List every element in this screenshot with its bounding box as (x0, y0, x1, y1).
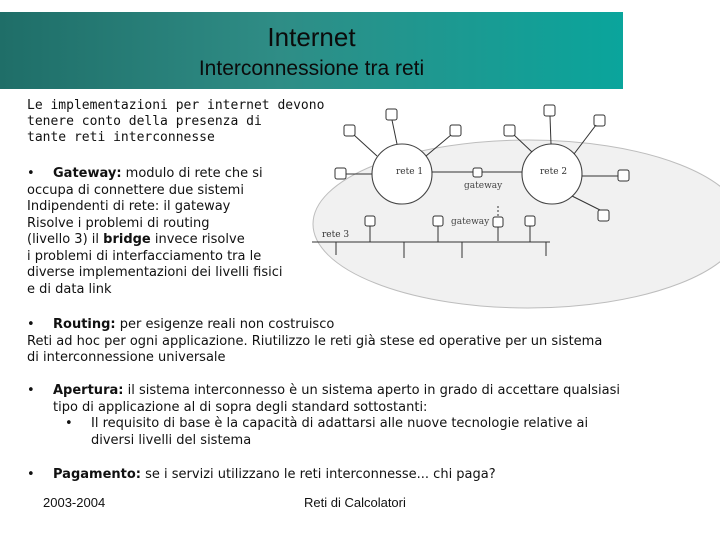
gateway-paragraph (27, 166, 327, 298)
bullet: • (27, 467, 35, 482)
sub-bullet: • (65, 416, 73, 431)
pagamento-paragraph (27, 467, 707, 484)
gateway-line: Indipendenti di rete: il gateway (27, 199, 231, 214)
apertura-text: il sistema interconnesso è un sistema aperto in grado di accettare qualsiasi (123, 383, 620, 398)
pagamento-line (27, 467, 707, 484)
intro-line: tenere conto della presenza di (27, 114, 262, 129)
pagamento-term: Pagamento: (53, 467, 141, 482)
bridge-term: bridge (103, 232, 151, 247)
apertura-line: tipo di applicazione al di sopra degli standard sottostanti: (53, 399, 428, 415)
apertura-line (27, 383, 707, 400)
routing-paragraph (27, 317, 707, 367)
footer-year: 2003-2004 (43, 495, 106, 510)
routing-line: Reti ad hoc per ogni applicazione. Riutilizzo le reti già stese ed operative per un sistema (27, 333, 603, 349)
rete2-label: rete 2 (540, 167, 568, 177)
routing-term: Routing: (53, 317, 116, 332)
rete1-label: rete 1 (396, 167, 424, 177)
gateway-line: Risolve i problemi di routing (27, 215, 210, 231)
routing-text: per esigenze reali non costruisco (115, 317, 335, 332)
gateway-text: invece risolve (150, 232, 245, 247)
gateway-label-bottom: gateway (451, 217, 490, 227)
apertura-sub-line (27, 416, 707, 433)
footer-course: Reti di Calcolatori (304, 495, 406, 510)
routing-line (27, 317, 707, 334)
routing-line: di interconnessione universale (27, 350, 226, 365)
gateway-line (27, 166, 327, 183)
slide-title: Internet (267, 22, 356, 52)
pagamento-text: se i servizi utilizzano le reti interconnesse... chi paga? (141, 467, 496, 482)
gateway-box-top (473, 168, 482, 177)
bullet: • (27, 383, 35, 398)
bullet: • (27, 166, 35, 181)
gateway-line: i problemi di interfacciamento tra le (27, 248, 262, 264)
gateway-text: modulo di rete che si (121, 166, 263, 181)
intro-line: Le implementazioni per internet devono (27, 98, 325, 113)
bullet: • (27, 317, 35, 332)
network-diagram (300, 100, 720, 310)
gateway-line: occupa di connettere due sistemi (27, 182, 244, 198)
slide-subtitle: Interconnessione tra reti (198, 57, 425, 80)
rete3-label: rete 3 (322, 230, 350, 240)
gateway-line: e di data link (27, 281, 112, 297)
gateway-line (27, 232, 327, 249)
apertura-term: Apertura: (53, 383, 124, 398)
gateway-term: Gateway: (53, 166, 122, 181)
intro-line: tante reti interconnesse (27, 130, 215, 145)
apertura-sub-text: Il requisito di base è la capacità di adattarsi alle nuove tecnologie relative ai (91, 416, 589, 431)
gateway-text: (livello 3) il (27, 232, 104, 247)
apertura-sub-line: diversi livelli del sistema (91, 432, 252, 448)
gateway-line: diverse implementazioni dei livelli fisici (27, 265, 283, 280)
gateway-label-top: gateway (464, 181, 503, 191)
apertura-paragraph (27, 383, 707, 449)
